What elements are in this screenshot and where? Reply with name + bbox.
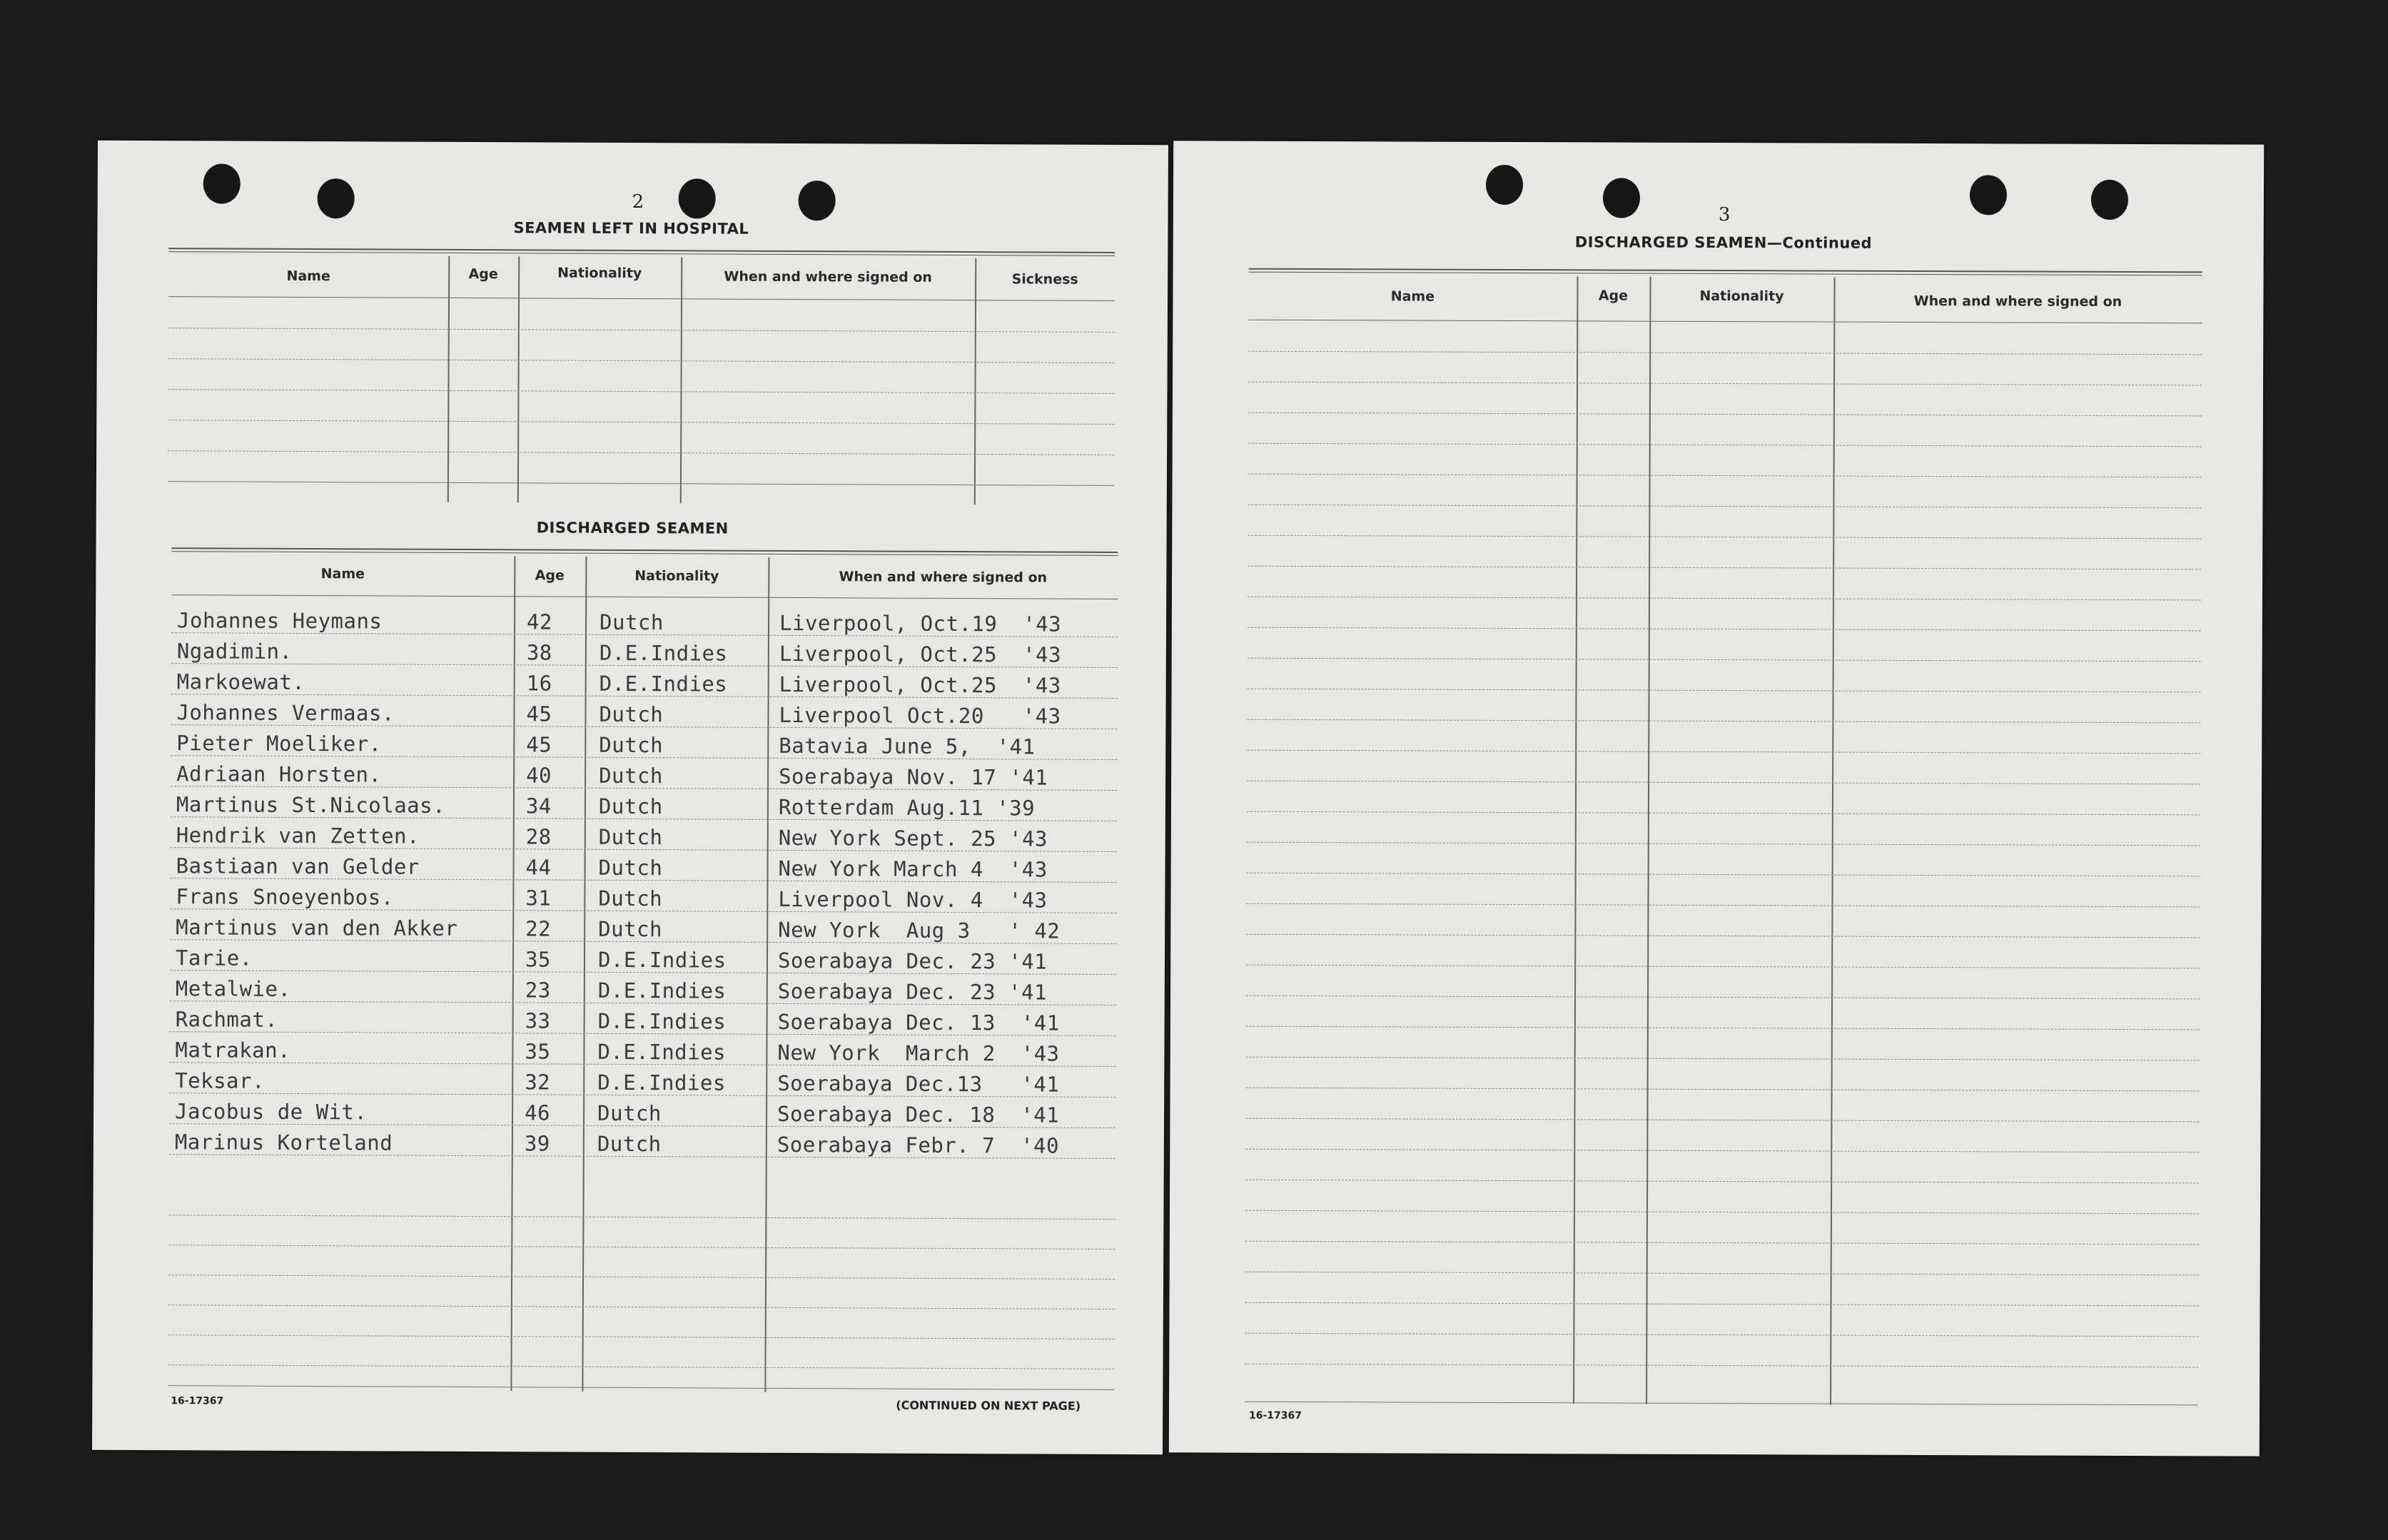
punch-hole: [203, 163, 241, 203]
table-row-line: [168, 1215, 1115, 1220]
cell-signed_on: New York March 2 '43: [777, 1040, 1060, 1066]
cell-name: Matrakan.: [175, 1038, 291, 1063]
cell-age: 22: [525, 916, 552, 941]
cell-nationality: D.E.Indies: [599, 640, 728, 666]
table-row-line: [1245, 1149, 2199, 1153]
cell-age: 33: [525, 1008, 551, 1033]
continued-blank-rows: [1173, 141, 2264, 144]
cell-signed_on: Soerabaya Dec. 23 '41: [777, 948, 1048, 974]
cell-name: Johannes Heymans: [177, 608, 383, 634]
header-rule: [1249, 268, 2202, 276]
cell-nationality: Dutch: [597, 1100, 662, 1126]
cell-nationality: D.E.Indies: [597, 1070, 726, 1095]
discharged-col-signed-on: When and where signed on: [839, 569, 1048, 586]
cell-name: Rachmat.: [175, 1007, 278, 1032]
column-header-rule: [171, 594, 1118, 599]
cell-age: 31: [525, 886, 552, 911]
table-row-line: [168, 1275, 1115, 1280]
table-row-line: [168, 481, 1114, 486]
cell-age: 35: [525, 947, 552, 972]
table-row-line: [168, 450, 1114, 455]
cell-signed_on: Soerabaya Dec. 18 '41: [776, 1101, 1060, 1128]
cell-name: Markoewat.: [176, 669, 305, 695]
cell-signed_on: Liverpool, Oct.25 '43: [779, 641, 1062, 667]
left-page: [92, 141, 1168, 1455]
cell-name: Jacobus de Wit.: [175, 1099, 368, 1125]
column-header-rule: [168, 296, 1115, 301]
cell-name: Tarie.: [175, 946, 253, 971]
table-row-line: [1248, 658, 2201, 662]
table-row-line: [1247, 781, 2200, 785]
cell-age: 40: [526, 763, 552, 788]
cell-age: 35: [525, 1039, 551, 1064]
table-row-line: [1248, 351, 2202, 355]
table-row-line: [1247, 842, 2200, 846]
table-row-line: [1245, 1118, 2199, 1123]
table-row-line: [1246, 1088, 2200, 1092]
punch-hole: [1603, 178, 1640, 218]
cell-signed_on: Liverpool Nov. 4 '43: [778, 886, 1048, 913]
table-row-line: [1247, 719, 2200, 724]
right-page: [1169, 141, 2264, 1456]
table-row-line: [168, 389, 1114, 394]
cell-signed_on: New York Sept. 25 '43: [778, 825, 1048, 851]
table-row-line: [1248, 505, 2201, 509]
cell-nationality: Dutch: [598, 916, 663, 942]
cell-name: Hendrik van Zetten.: [176, 823, 420, 848]
hospital-col-signed-on: When and where signed on: [724, 268, 932, 285]
column-divider: [974, 258, 977, 505]
cell-name: Martinus van den Akker: [176, 915, 458, 941]
column-divider: [582, 557, 587, 1392]
page-number: 3: [1718, 204, 1731, 226]
table-row-line: [1246, 934, 2200, 938]
cell-name: Adriaan Horsten.: [176, 761, 382, 787]
cell-age: 44: [525, 855, 552, 880]
cell-signed_on: Soerabaya Nov. 17 '41: [779, 764, 1048, 790]
cell-nationality: Dutch: [598, 824, 663, 850]
blank-rows: [98, 141, 1168, 146]
punch-hole: [2091, 180, 2128, 220]
cell-nationality: D.E.Indies: [597, 1008, 727, 1034]
column-divider: [517, 256, 520, 502]
column-divider: [510, 556, 515, 1391]
cell-name: Pieter Moeliker.: [176, 731, 382, 756]
cell-age: 28: [525, 824, 552, 849]
cell-nationality: Dutch: [599, 732, 664, 758]
cell-age: 46: [524, 1100, 551, 1125]
cell-age: 32: [525, 1070, 551, 1095]
cell-name: Martinus St.Nicolaas.: [176, 792, 446, 818]
table-row-line: [168, 1334, 1115, 1339]
table-row-line: [1248, 443, 2202, 447]
discharged-col-name: Name: [320, 566, 365, 582]
hospital-col-name: Name: [286, 268, 330, 285]
table-row-line: [1248, 535, 2201, 539]
table-row-line: [1247, 873, 2200, 877]
continued-col-age: Age: [1598, 288, 1629, 304]
punch-hole: [1486, 165, 1523, 205]
table-row-line: [1245, 1241, 2199, 1245]
table-row-line: [168, 420, 1114, 425]
table-row-line: [1248, 566, 2201, 570]
discharged-continued-title: DISCHARGED SEAMEN—Continued: [1574, 233, 1873, 252]
table-row-line: [168, 1305, 1115, 1309]
table-row-line: [1247, 750, 2200, 754]
cell-nationality: D.E.Indies: [597, 978, 727, 1003]
table-bottom-rule: [168, 1385, 1114, 1390]
discharged-col-nationality: Nationality: [634, 568, 719, 584]
table-row-line: [1246, 965, 2200, 969]
page-number: 2: [632, 191, 644, 213]
table-bottom-rule: [1245, 1402, 2198, 1406]
table-row-line: [1248, 412, 2202, 417]
table-row-line: [168, 1364, 1115, 1369]
cell-age: 38: [526, 640, 552, 665]
cell-signed_on: Soerabaya Dec.13 '41: [777, 1070, 1060, 1097]
table-row-line: [1248, 474, 2202, 478]
cell-nationality: Dutch: [599, 701, 664, 727]
column-divider: [1646, 277, 1651, 1404]
table-row-line: [168, 328, 1115, 333]
continued-col-signed-on: When and where signed on: [1913, 293, 2123, 310]
cell-nationality: D.E.Indies: [597, 947, 727, 973]
cell-nationality: Dutch: [598, 794, 663, 819]
cell-name: Teksar.: [175, 1068, 265, 1093]
column-divider: [1573, 276, 1579, 1404]
punch-hole: [1970, 175, 2007, 215]
table-row-line: [1245, 1272, 2199, 1276]
column-divider: [764, 557, 769, 1392]
table-row-line: [1248, 382, 2202, 386]
table-row-line: [1245, 1364, 2198, 1368]
cell-age: 34: [525, 794, 552, 819]
cell-nationality: Dutch: [599, 763, 664, 789]
column-divider: [447, 256, 450, 502]
cell-nationality: Dutch: [597, 1131, 662, 1157]
column-header-rule: [1248, 320, 2202, 324]
cell-signed_on: Rotterdam Aug.11 '39: [778, 794, 1036, 821]
table-row-line: [1245, 1302, 2199, 1307]
hospital-section-title: SEAMEN LEFT IN HOSPITAL: [513, 219, 749, 238]
cell-signed_on: Batavia June 5, '41: [779, 733, 1036, 759]
continued-note: (CONTINUED ON NEXT PAGE): [896, 1398, 1081, 1413]
cell-name: Ngadimin.: [176, 639, 293, 664]
table-row-line: [168, 1245, 1115, 1250]
table-row-line: [1248, 689, 2201, 693]
cell-name: Frans Snoeyenbos.: [176, 884, 394, 910]
discharged-section-title: DISCHARGED SEAMEN: [536, 519, 729, 537]
cell-signed_on: Soerabaya Dec. 23 '41: [777, 978, 1048, 1005]
cell-nationality: Dutch: [599, 609, 664, 635]
cell-signed_on: New York Aug 3 ' 42: [778, 917, 1061, 943]
cell-signed_on: New York March 4 '43: [778, 856, 1048, 882]
punch-hole: [799, 181, 836, 221]
cell-name: Johannes Vermaas.: [176, 700, 395, 726]
header-rule: [168, 248, 1115, 256]
cell-signed_on: Liverpool, Oct.25 '43: [779, 672, 1061, 698]
cell-nationality: Dutch: [598, 886, 663, 911]
cell-age: 16: [526, 671, 552, 696]
continued-col-name: Name: [1390, 288, 1435, 305]
discharged-col-age: Age: [535, 567, 565, 584]
cell-nationality: D.E.Indies: [597, 1039, 727, 1065]
cell-name: Bastiaan van Gelder: [176, 853, 420, 879]
table-row-line: [1246, 903, 2200, 908]
cell-signed_on: Liverpool, Oct.19 '43: [779, 610, 1062, 637]
form-number: 16-17367: [171, 1395, 224, 1407]
cell-nationality: Dutch: [598, 855, 663, 881]
table-row-line: [1248, 597, 2201, 601]
table-row-line: [1246, 1026, 2200, 1030]
table-row-line: [168, 358, 1115, 363]
header-rule: [171, 547, 1118, 556]
table-row-line: [1246, 1057, 2200, 1061]
cell-name: Metalwie.: [175, 976, 291, 1001]
cell-name: Marinus Korteland: [174, 1130, 393, 1155]
hospital-col-nationality: Nationality: [557, 265, 642, 282]
cell-signed_on: Soerabaya Dec. 13 '41: [777, 1009, 1060, 1035]
column-divider: [680, 257, 683, 503]
table-row-line: [1248, 627, 2201, 632]
cell-age: 45: [526, 732, 552, 757]
table-row-line: [1246, 996, 2200, 1000]
table-row-line: [1247, 811, 2200, 816]
continued-col-nationality: Nationality: [1699, 288, 1784, 305]
cell-nationality: D.E.Indies: [599, 671, 728, 696]
cell-age: 45: [526, 701, 552, 726]
cell-age: 42: [526, 609, 553, 634]
cell-age: 39: [524, 1131, 550, 1156]
form-number: 16-17367: [1248, 1409, 1302, 1422]
table-row-line: [1245, 1180, 2199, 1184]
hospital-col-sickness: Sickness: [1011, 271, 1078, 288]
punch-hole: [318, 178, 355, 218]
column-divider: [1830, 278, 1836, 1405]
table-row-line: [1245, 1333, 2198, 1337]
punch-hole: [679, 178, 716, 218]
cell-signed_on: Soerabaya Febr. 7 '40: [776, 1132, 1060, 1158]
hospital-col-age: Age: [468, 266, 498, 283]
cell-signed_on: Liverpool Oct.20 '43: [779, 702, 1061, 729]
cell-age: 23: [525, 978, 551, 1003]
table-row-line: [1245, 1210, 2199, 1215]
